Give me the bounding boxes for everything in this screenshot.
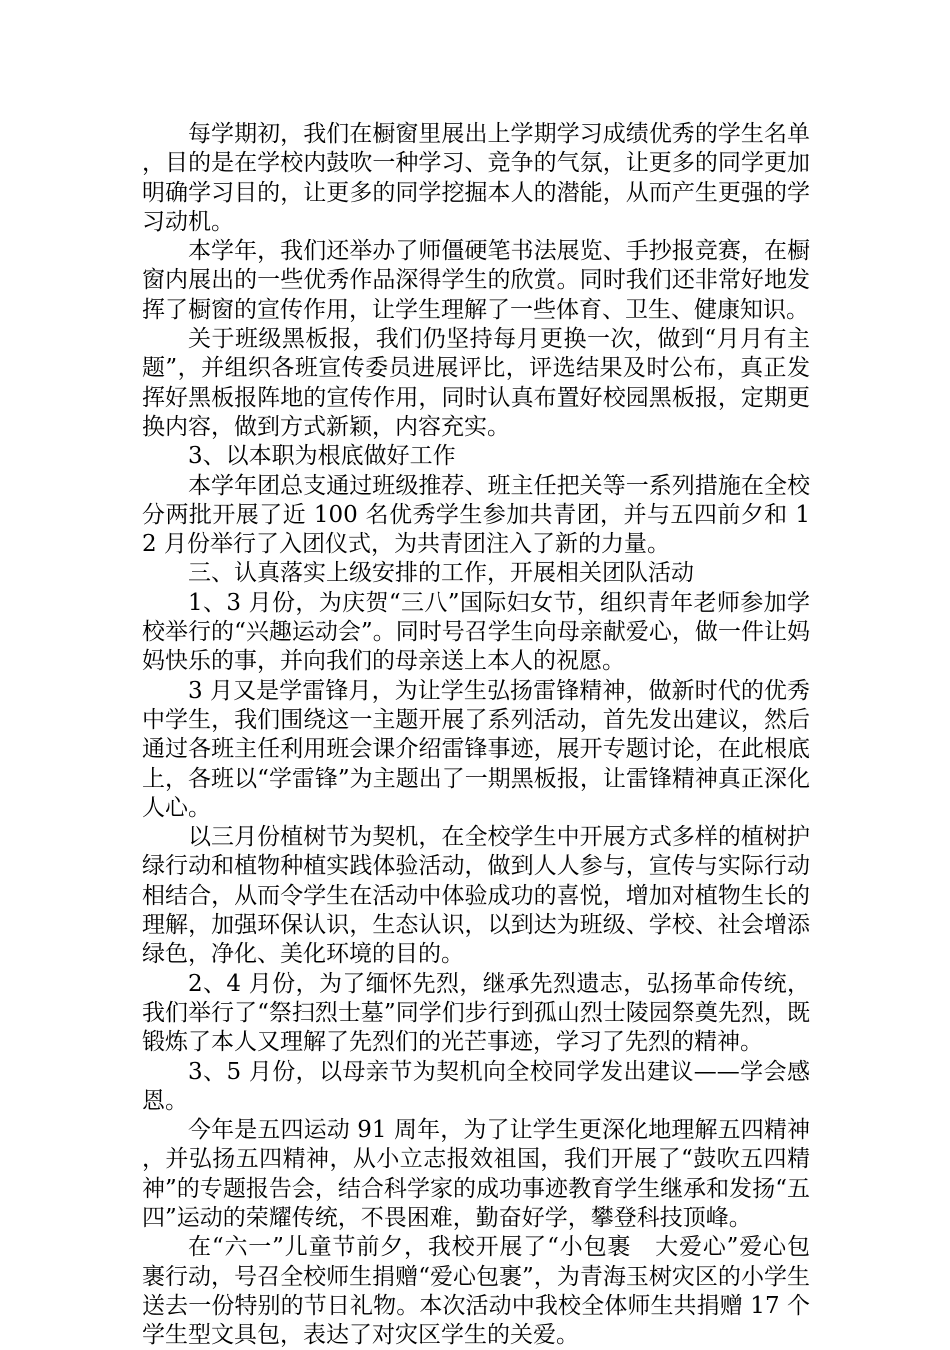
paragraph-window-display: 每学期初，我们在橱窗里展出上学期学习成绩优秀的学生名单，目的是在学校内鼓吹一种学习、竞争的气氛，让更多的同学更加明确学习目的，让更多的同学挖掘本人的潜能，从而产生更强的学习动机。 (142, 121, 810, 235)
paragraph-lei-feng: 3 月又是学雷锋月，为让学生弘扬雷锋精神，做新时代的优秀中学生，我们围绕这一主题开展了系列活动，首先发出建议，然后通过各班主任利用班会课介绍雷锋事迹，展开专题讨论，在此根底上，各班以“学雷锋”为主题出了一期黑板报，让雷锋精神真正深化人心。 (142, 677, 810, 821)
document-page (142, 120, 810, 1350)
paragraph-childrens-day: 在“六一”儿童节前夕，我校开展了“小包裹 大爱心”爱心包裹行动，号召全校师生捐赠“爱心包裹”，为青海玉树灾区的小学生送去一份特别的节日礼物。本次活动中我校全体师生共捐赠 17 个学生型文具包，表达了对灾区学生的关爱。 (142, 1234, 810, 1349)
section-heading-duty: 3、以本职为根底做好工作 (188, 443, 456, 470)
paragraph-arbor-day: 以三月份植树节为契机，在全校学生中开展方式多样的植树护绿行动和植物种植实践体验活动，做到人人参与，宣传与实际行动相结合，从而令学生在活动中体验成功的喜悦，增加对植物生长的理解，加强环保认识，生态认识，以到达为班级、学校、社会增添绿色，净化、美化环境的目的。 (142, 824, 810, 968)
paragraph-calligraphy-exhibition: 本学年，我们还举办了师僵硬笔书法展览、手抄报竞赛，在橱窗内展出的一些优秀作品深得学生的欣赏。同时我们还非常好地发挥了橱窗的宣传作用，让学生理解了一些体育、卫生、健康知识。 (142, 238, 810, 323)
paragraph-blackboard: 关于班级黑板报，我们仍坚持每月更换一次，做到“月月有主题”，并组织各班宣传委员进展评比，评选结果及时公布，真正发挥好黑板报阵地的宣传作用，同时认真布置好校园黑板报，定期更换内容，做到方式新颖，内容充实。 (142, 326, 810, 440)
paragraph-womens-day: 1、3 月份，为庆贺“三八”国际妇女节，组织青年老师参加学校举行的“兴趣运动会”。同时号召学生向母亲献爱心，做一件让妈妈快乐的事，并向我们的母亲送上本人的祝愿。 (142, 589, 810, 675)
paragraph-league-members: 本学年团总支通过班级推荐、班主任把关等一系列措施在全校分两批开展了近 100 名优秀学生参加共青团，并与五四前夕和 12 月份举行了入团仪式，为共青团注入了新的力量。 (142, 472, 810, 558)
paragraph-may-fourth: 今年是五四运动 91 周年，为了让学生更深化地理解五四精神，并弘扬五四精神，从小立志报效祖国，我们开展了“鼓吹五四精神”的专题报告会，结合科学家的成功事迹教育学生继承和发扬“五四”运动的荣耀传统，不畏困难，勤奋好学，攀登科技顶峰。 (142, 1117, 810, 1231)
section-heading-activities: 三、认真落实上级安排的工作，开展相关团队活动 (188, 560, 694, 587)
paragraph-mothers-day: 3、5 月份，以母亲节为契机向全校同学发出建议——学会感恩。 (142, 1058, 810, 1114)
paragraph-martyrs: 2、4 月份，为了缅怀先烈，继承先烈遗志，弘扬革命传统，我们举行了“祭扫烈士墓”同学们步行到孤山烈士陵园祭奠先烈，既锻炼了本人又理解了先烈们的光芒事迹，学习了先烈的精神。 (142, 970, 810, 1056)
